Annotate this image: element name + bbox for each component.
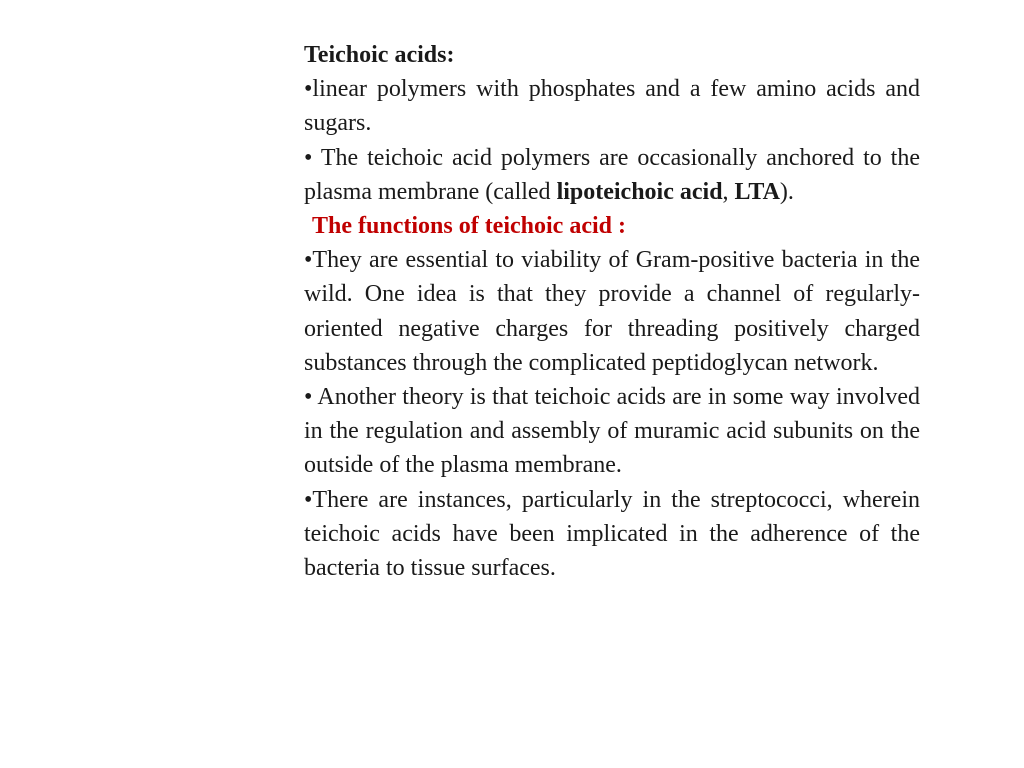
bullet-suffix: ). bbox=[779, 178, 794, 205]
slide-content bbox=[304, 38, 920, 585]
term-lta: LTA bbox=[734, 178, 780, 205]
function-bullet-1: •They are essential to viability of Gram-positive bacteria in the wild. One idea is that they provide a channel of regularly-oriented negative charges for threading positively charged substances through the complicated peptidoglycan network. bbox=[304, 247, 920, 376]
definition-bullet-2 bbox=[304, 141, 920, 209]
functions-heading: The functions of teichoic acid : bbox=[312, 213, 626, 240]
definition-bullet-1: •linear polymers with phosphates and a few amino acids and sugars. bbox=[304, 76, 920, 137]
bullet-text: • The teichoic acid polymers are occasionally anchored to the plasma membrane (called bbox=[304, 144, 920, 205]
function-bullet-2: • Another theory is that teichoic acids are in some way involved in the regulation and assembly of muramic acid subunits on the outside of the plasma membrane. bbox=[304, 384, 920, 479]
function-bullet-3: •There are instances, particularly in the streptococci, wherein teichoic acids have been implicated in the adherence of the bacteria to tissue surfaces. bbox=[304, 486, 920, 582]
slide-title: Teichoic acids: bbox=[304, 42, 455, 68]
term-lipoteichoic-acid: lipoteichoic acid bbox=[556, 178, 723, 205]
term-separator: , bbox=[722, 178, 735, 205]
